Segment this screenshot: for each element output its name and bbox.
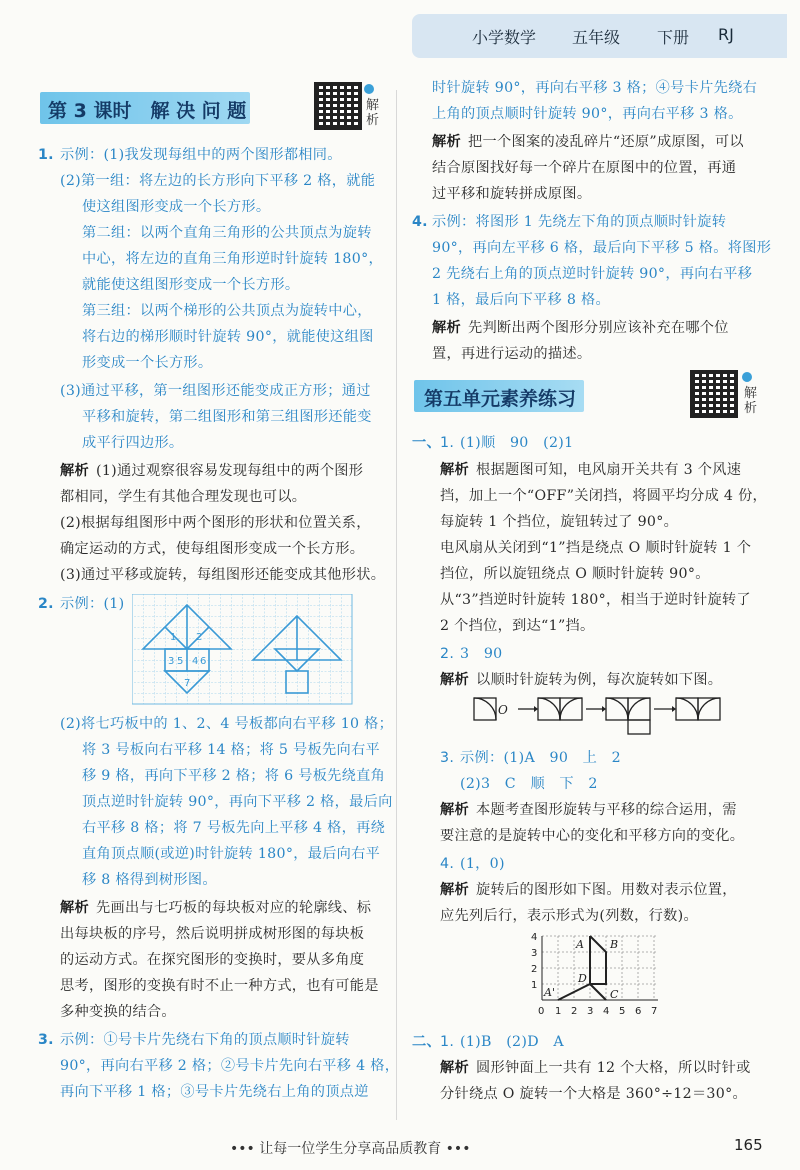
right-line: 上角的顶点顺时针旋转 90°，再向右平移 3 格。 <box>432 106 743 122</box>
right-line: 挡，加上一个“OFF”关闭挡，将圆平均分成 4 份， <box>440 488 768 504</box>
right-line: 1 格，最后向下平移 8 格。 <box>432 292 610 308</box>
footer-slogan: ••• 让每一位学生分享高品质教育 ••• <box>230 1141 471 1157</box>
header-edition: RJ <box>718 25 734 44</box>
left-line: (1)通过观察很容易发现每组中的两个图形 <box>96 463 364 479</box>
analysis-label: 解析 <box>60 463 89 479</box>
right-line: 过平移和旋转拼成原图。 <box>432 186 592 202</box>
left-line: 就能使这组图形变成一个长方形。 <box>82 277 300 293</box>
column-divider <box>396 90 397 1120</box>
y-tick: 2 <box>531 964 538 975</box>
s1-q2-number: 2. <box>440 646 455 662</box>
unit-title-text: 第五单元素养练习 <box>424 388 577 410</box>
right-line: 时针旋转 90°，再向右平移 3 格；④号卡片先绕右 <box>432 80 758 96</box>
tangram-label: 1 <box>170 632 177 643</box>
right-line: 以顺时针旋转为例，每次旋转如下图。 <box>476 672 723 688</box>
x-tick: 1 <box>555 1006 562 1017</box>
right-line: 电风扇从关闭到“1”挡是绕点 O 顺时针旋转 1 个 <box>440 540 752 556</box>
play-icon[interactable] <box>364 84 374 94</box>
lesson-title <box>40 92 250 124</box>
right-line: (1，0) <box>460 856 505 872</box>
analysis-label: 解析 <box>432 134 461 150</box>
left-line: 出每块板的序号，然后说明拼成树形图的每块板 <box>60 926 365 942</box>
left-line: 的运动方式。在探究图形的变换时，要从多角度 <box>60 952 365 968</box>
s2-q1-number: 1. <box>440 1034 455 1050</box>
tangram-label: 2 <box>196 632 203 643</box>
right-line: 3 90 <box>460 646 503 662</box>
right-line: 2 个挡位，到达“1”挡。 <box>440 618 595 634</box>
left-line: 再向下平移 1 格；③号卡片先绕右上角的顶点逆 <box>60 1084 369 1100</box>
left-line: 90°，再向右平移 2 格；②号卡片先向右平移 4 格， <box>60 1058 400 1074</box>
q3-number: 3. <box>38 1032 54 1048</box>
left-line: (2)根据每组图形中两个图形的形状和位置关系， <box>60 515 371 531</box>
page-number: 165 <box>734 1136 763 1154</box>
left-line: 平移和旋转，第二组图形和第三组图形还能变 <box>82 409 372 425</box>
qr-code-icon-2[interactable] <box>690 370 738 418</box>
x-tick: 4 <box>603 1006 610 1017</box>
header-bar <box>412 14 787 58</box>
tangram-figure <box>132 594 354 706</box>
left-line: 示例：(1) <box>60 596 125 612</box>
left-line: 先画出与七巧板的每块板对应的轮廓线、标 <box>96 900 372 916</box>
tangram-label: 5 <box>177 656 184 667</box>
q2-number: 2. <box>38 596 54 612</box>
left-line: 右平移 8 格；将 7 号板先向上平移 4 格，再绕 <box>82 820 386 836</box>
right-line: (1)B (2)D A <box>460 1034 564 1050</box>
left-line: 移 8 格得到树形图。 <box>82 872 217 888</box>
right-line: 先判断出两个图形分别应该补充在哪个位 <box>468 320 729 336</box>
left-line: 顶点逆时针旋转 90°，再向下平移 2 格，最后向 <box>82 794 393 810</box>
qr-label: 解析 <box>366 98 380 128</box>
right-line: (1)顺 90 (2)1 <box>460 435 574 451</box>
q4-number: 4. <box>412 214 428 230</box>
x-tick: 2 <box>571 1006 578 1017</box>
right-line: 2 先绕右上角的顶点逆时针旋转 90°，再向右平移 <box>432 266 753 282</box>
tangram-label: 7 <box>184 678 191 689</box>
left-line: 中心，将左边的直角三角形逆时针旋转 180°， <box>82 251 383 267</box>
x-tick: 0 <box>538 1006 545 1017</box>
right-line: 根据题图可知，电风扇开关共有 3 个风速 <box>476 462 742 478</box>
x-tick: 7 <box>651 1006 658 1017</box>
analysis-label: 解析 <box>432 320 461 336</box>
q1-number: 1. <box>38 147 54 163</box>
left-line: 思考，图形的变换有时不止一种方式，也有可能是 <box>60 978 379 994</box>
left-line: 第三组：以两个梯形的公共顶点为旋转中心， <box>82 303 372 319</box>
point-label: B <box>610 938 619 951</box>
analysis-label: 解析 <box>440 802 469 818</box>
right-line: 示例：将图形 1 先绕左下角的顶点顺时针旋转 <box>432 214 727 230</box>
left-line: 将 3 号板向右平移 14 格；将 5 号板先向右平 <box>82 742 380 758</box>
right-line: 挡位，所以旋钮绕点 O 顺时针旋转 90°。 <box>440 566 710 582</box>
right-line: 把一个图案的凌乱碎片“还原”成原图，可以 <box>468 134 744 150</box>
tangram-label: 4 <box>192 656 199 667</box>
lesson-title-text: 第 3 课时 解 决 问 题 <box>48 100 247 122</box>
left-line: (2)第一组：将左边的长方形向下平移 2 格，就能 <box>60 173 376 189</box>
play-icon-2[interactable] <box>742 372 752 382</box>
right-line: 本题考查图形旋转与平移的综合运用，需 <box>476 802 737 818</box>
right-line: 置，再进行运动的描述。 <box>432 346 592 362</box>
section-1-number: 一、 <box>412 435 441 451</box>
y-tick: 1 <box>531 980 538 991</box>
s1-q4-number: 4. <box>440 856 455 872</box>
left-line: 使这组图形变成一个长方形。 <box>82 199 271 215</box>
right-line: 圆形钟面上一共有 12 个大格，所以时针或 <box>476 1060 751 1076</box>
left-line: 示例：①号卡片先绕右下角的顶点顺时针旋转 <box>60 1032 350 1048</box>
tangram-label: 3 <box>168 656 175 667</box>
analysis-label: 解析 <box>60 900 89 916</box>
header-subject: 小学数学 <box>472 28 537 47</box>
left-line: (2)将七巧板中的 1、2、4 号板都向右平移 10 格； <box>60 716 394 732</box>
point-label: A <box>576 938 584 951</box>
x-tick: 6 <box>635 1006 642 1017</box>
left-line: 成平行四边形。 <box>82 435 184 451</box>
left-line: (3)通过平移或旋转，每组图形还能变成其他形状。 <box>60 567 386 583</box>
analysis-label: 解析 <box>440 882 469 898</box>
rotation-center-label: O <box>498 703 508 717</box>
right-line: 结合原图找好每一个碎片在原图中的位置，再通 <box>432 160 737 176</box>
y-tick: 3 <box>531 948 538 959</box>
qr-code-icon[interactable] <box>314 82 362 130</box>
right-line: (2)3 C 顺 下 2 <box>460 776 598 792</box>
analysis-label: 解析 <box>440 672 469 688</box>
right-line: 从“3”挡逆时针旋转 180°，相当于逆时针旋转了 <box>440 592 751 608</box>
point-label: A' <box>544 986 555 999</box>
right-line: 应先列后行，表示形式为(列数，行数)。 <box>440 908 698 924</box>
left-line: 形变成一个长方形。 <box>82 355 213 371</box>
header-grade: 五年级 <box>572 28 621 47</box>
right-line: 每旋转 1 个挡位，旋钮转过了 90°。 <box>440 514 679 530</box>
s1-q3-number: 3. <box>440 750 455 766</box>
analysis-label: 解析 <box>440 1060 469 1076</box>
tangram-label: 6 <box>200 656 207 667</box>
left-line: 直角顶点顺(或逆)时针旋转 180°，最后向右平 <box>82 846 381 862</box>
right-line: 要注意的是旋转中心的变化和平移方向的变化。 <box>440 828 745 844</box>
qr-label-2: 解析 <box>744 386 758 416</box>
left-line: 第二组：以两个直角三角形的公共顶点为旋转 <box>82 225 372 241</box>
s1-q1-number: 1. <box>440 435 455 451</box>
right-line: 旋转后的图形如下图。用数对表示位置， <box>476 882 737 898</box>
section-2-number: 二、 <box>412 1034 441 1050</box>
right-line: 分针绕点 O 旋转一个大格是 360°÷12＝30°。 <box>440 1086 747 1102</box>
left-line: 示例：(1)我发现每组中的两个图形都相同。 <box>60 147 342 163</box>
coordinate-grid-figure <box>528 932 668 1024</box>
right-line: 示例：(1)A 90 上 2 <box>460 750 621 766</box>
right-line: 90°，再向左平移 6 格，最后向下平移 5 格。将图形 <box>432 240 772 256</box>
left-line: 将右边的梯形顺时针旋转 90°，就能使这组图 <box>82 329 374 345</box>
point-label: D <box>578 972 587 985</box>
header-term: 下册 <box>657 28 690 47</box>
y-tick: 4 <box>531 932 538 943</box>
left-line: 多种变换的结合。 <box>60 1004 176 1020</box>
left-line: 都相同，学生有其他合理发现也可以。 <box>60 489 307 505</box>
left-line: 确定运动的方式，使每组图形变成一个长方形。 <box>60 541 365 557</box>
rotation-sequence-figure <box>472 694 722 736</box>
left-line: 移 9 格，再向下平移 2 格；将 6 号板先绕直角 <box>82 768 386 784</box>
x-tick: 5 <box>619 1006 626 1017</box>
left-line: (3)通过平移，第一组图形还能变成正方形；通过 <box>60 383 371 399</box>
unit-title <box>414 380 584 412</box>
analysis-label: 解析 <box>440 462 469 478</box>
point-label: C <box>610 988 619 1001</box>
x-tick: 3 <box>587 1006 594 1017</box>
